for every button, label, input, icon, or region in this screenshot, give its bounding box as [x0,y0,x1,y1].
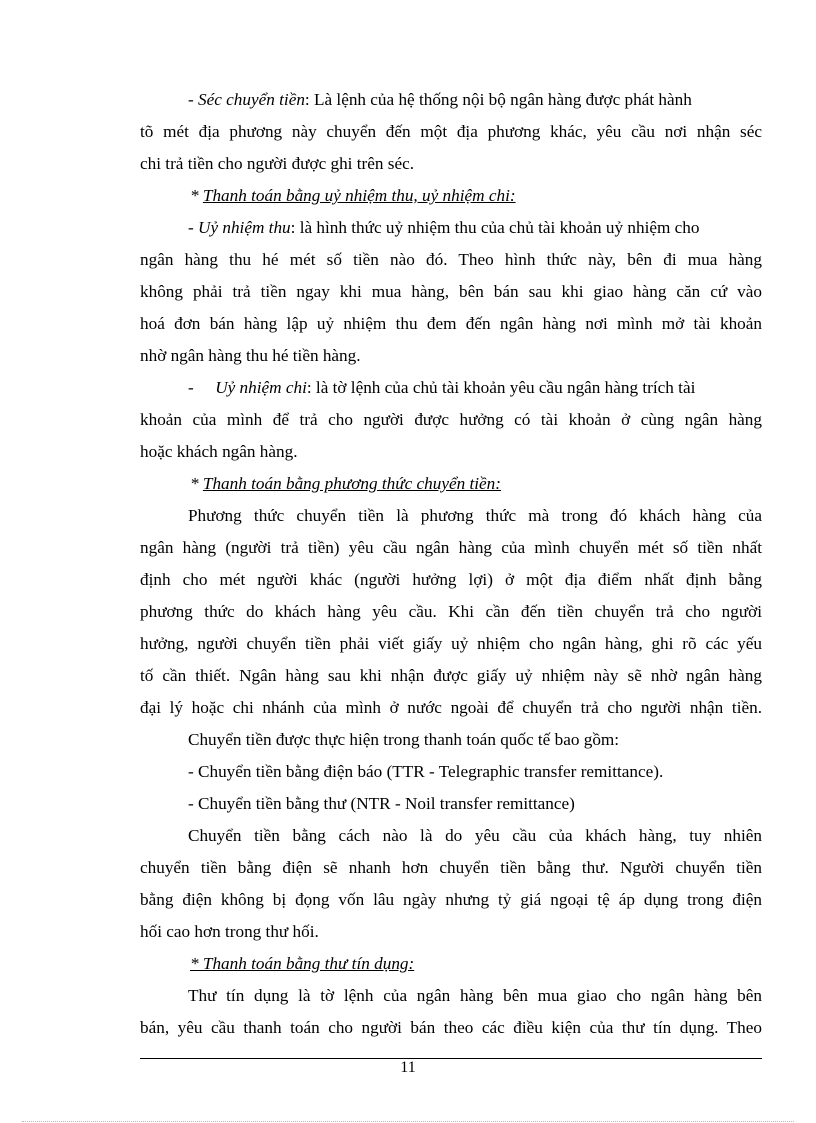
text-line: Phương thức chuyển tiền là phương thức mà trong đó khách hàng của [188,506,762,525]
heading-uy-nhiem: * Thanh toán bằng uỷ nhiệm thu, uỷ nhiệm chi: [190,186,516,205]
text-line: hối cao hơn trong thư hối. [140,922,319,941]
text-line: bán, yêu cầu thanh toán cho người bán theo các điều kiện của thư tín dụng. Theo [140,1018,762,1037]
page-bottom-edge [22,1121,794,1122]
text-line: Chuyển tiền bằng cách nào là do yêu cầu của khách hàng, tuy nhiên [188,826,762,845]
text-line: tõ mét địa phương này chuyển đến một địa phương khác, yêu cầu nơi nhận séc [140,122,762,141]
text-line: khoản của mình để trả cho người được hưởng có tài khoản ở cùng ngân hàng [140,410,762,429]
term-sec-chuyen-tien: Séc chuyển tiền [198,90,305,109]
list-item-ntr: - Chuyển tiền bằng thư (NTR - Noil transfer remittance) [188,794,575,813]
paragraph-uy-nhiem-thu: - Uỷ nhiệm thu: là hình thức uỷ nhiệm thu của chủ tài khoản uỷ nhiệm cho [188,218,700,237]
text-line: tố cần thiết. Ngân hàng sau khi nhận được giấy uỷ nhiệm này sẽ nhờ ngân hàng [140,666,762,685]
heading-thu-tin-dung: * Thanh toán bằng thư tín dụng: [190,954,415,973]
text-line: đại lý hoặc chi nhánh của mình ở nước ngoài để chuyển trả cho người nhận tiền. [140,698,762,717]
text-line: Chuyển tiền được thực hiện trong thanh toán quốc tế bao gồm: [188,730,620,749]
text-line: chi trả tiền cho người được ghi trên séc. [140,154,415,173]
text-line: ngân hàng thu hé mét số tiền nào đó. Theo hình thức này, bên đi mua hàng [140,250,762,269]
text-line: chuyển tiền bằng điện sẽ nhanh hơn chuyển tiền bằng thư. Người chuyển tiền [140,858,762,877]
text-line: hoá đơn bán hàng lập uỷ nhiệm thu đem đến ngân hàng nơi mình mở tài khoản [140,314,762,333]
page-number: 11 [400,1059,416,1076]
text-line: không phải trả tiền ngay khi mua hàng, bên bán sau khi giao hàng căn cứ vào [140,282,762,301]
text-line: phương thức do khách hàng yêu cầu. Khi cần đến tiền chuyển trả cho người [140,602,762,621]
list-item-ttr: - Chuyển tiền bằng điện báo (TTR - Telegraphic transfer remittance). [188,762,664,781]
text-line: ngân hàng (người trả tiền) yêu cầu ngân hàng của mình chuyển mét số tiền nhất [140,538,762,557]
text-line: nhờ ngân hàng thu hé tiền hàng. [140,346,361,365]
text-line: Thư tín dụng là tờ lệnh của ngân hàng bên mua giao cho ngân hàng bên [188,986,762,1005]
term-uy-nhiem-thu: Uỷ nhiệm thu [198,218,291,237]
text-line: hưởng, người chuyển tiền phải viết giấy uỷ nhiệm cho ngân hàng, ghi rõ các yếu [140,634,762,653]
text-line: định cho mét người khác (người hưởng lợi) ở một địa điểm nhất định bằng [140,570,762,589]
text-line: hoặc khách ngân hàng. [140,442,298,461]
paragraph-sec-chuyen-tien: - Séc chuyển tiền: Là lệnh của hệ thống nội bộ ngân hàng được phát hành [188,90,692,109]
text-line: bằng điện không bị đọng vốn lâu ngày nhưng tỷ giá ngoại tệ áp dụng trong điện [140,890,762,909]
term-uy-nhiem-chi: Uỷ nhiệm chi [215,378,307,397]
heading-chuyen-tien: * Thanh toán bằng phương thức chuyển tiền: [190,474,501,493]
paragraph-uy-nhiem-chi: - Uỷ nhiệm chi: là tờ lệnh của chủ tài khoản yêu cầu ngân hàng trích tài [188,378,696,397]
